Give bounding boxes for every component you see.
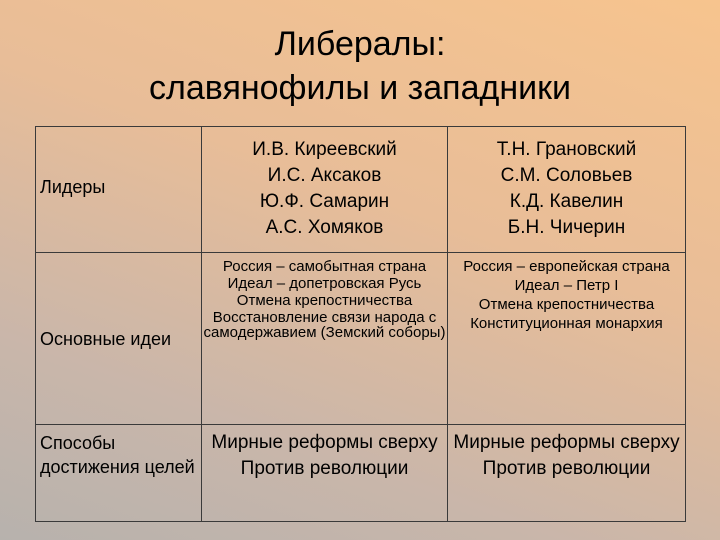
list-item: Восстановление связи народа с самодержавием (Земский соборы) <box>203 309 446 341</box>
list-item: Идеал – Петр I <box>514 277 619 294</box>
slide-title <box>0 22 720 110</box>
row-header-methods: Способы достижения целей <box>36 425 202 522</box>
list-item: Россия – самобытная страна <box>222 258 427 275</box>
list-item: Россия – европейская страна <box>463 258 670 275</box>
westerner-ideas-cell <box>448 253 686 425</box>
list-item: А.С. Хомяков <box>265 217 384 238</box>
row-header-leaders: Лидеры <box>36 127 202 253</box>
comparison-table <box>35 126 686 522</box>
list-item: С.М. Соловьев <box>500 165 633 186</box>
table-row-methods <box>36 425 686 522</box>
list-item: Мирные реформы сверху <box>453 432 680 453</box>
westerner-methods-cell <box>448 425 686 522</box>
list-item: Конституционная монархия <box>470 315 663 332</box>
slide-title-line-2: славянофилы и западники <box>149 69 571 107</box>
slide-title-line-1: Либералы: <box>274 25 446 63</box>
list-item: Отмена крепостничества <box>236 292 413 309</box>
list-item: К.Д. Кавелин <box>509 191 624 212</box>
list-item: Против революции <box>240 458 409 479</box>
list-item: Ю.Ф. Самарин <box>259 191 390 212</box>
list-item: И.В. Киреевский <box>252 139 397 160</box>
slavophile-leaders-cell <box>202 127 448 253</box>
list-item: И.С. Аксаков <box>267 165 382 186</box>
list-item: Б.Н. Чичерин <box>507 217 626 238</box>
list-item: Отмена крепостничества <box>478 296 655 313</box>
table-row-leaders <box>36 127 686 253</box>
slavophile-ideas-cell <box>202 253 448 425</box>
list-item: Мирные реформы сверху <box>211 432 438 453</box>
list-item: Против революции <box>482 458 651 479</box>
westerner-leaders-cell <box>448 127 686 253</box>
slavophile-methods-cell <box>202 425 448 522</box>
table-row-ideas <box>36 253 686 425</box>
list-item: Идеал – допетровская Русь <box>227 275 422 292</box>
list-item: Т.Н. Грановский <box>496 139 637 160</box>
row-header-ideas: Основные идеи <box>36 253 202 425</box>
